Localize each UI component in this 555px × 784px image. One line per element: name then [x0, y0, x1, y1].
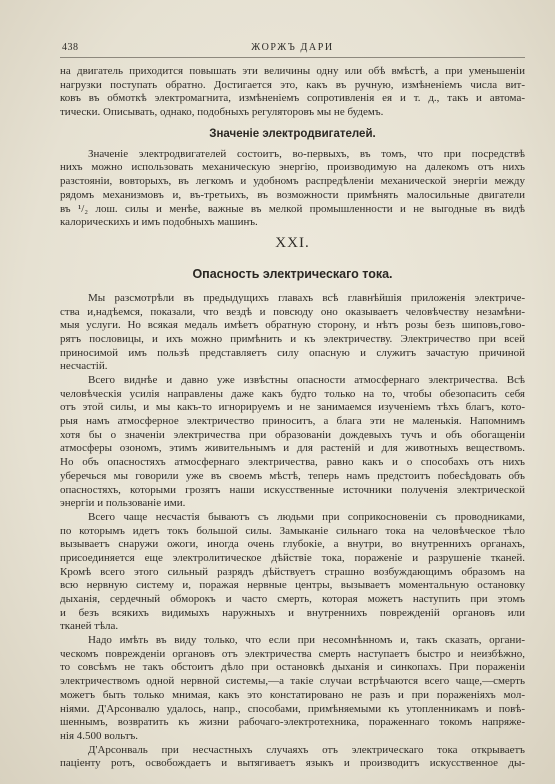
chapter-title: Опасность электрическаго тока. — [192, 266, 393, 281]
paragraph — [60, 634, 525, 744]
paragraph — [60, 292, 525, 374]
text-line: ковъ въ обмоткѣ электромагнита, измѣненіемъ сопротивленія ея и т. д., такъ и автома- — [60, 92, 525, 105]
paragraph — [60, 511, 525, 634]
text-line: вызываетъ снаружи ожоги, иногда очень глубокіе, а внутри, во внутреннихъ органахъ, — [60, 538, 525, 551]
text-line: можетъ быть только мнимая, какъ это констатировано не разъ и при пораженіяхъ мол- — [60, 688, 525, 701]
text-line: дыханія, сердечный обморокъ и часто смерть, которая можетъ наступить при этомъ — [60, 593, 525, 605]
text-line: Всего чаще несчастія бываютъ съ людьми при соприкосновеніи съ проводниками, — [88, 510, 525, 523]
text-line: разстояніи, вовторыхъ, въ легкомъ и удобномъ распредѣленіи механической энергіи между — [60, 175, 525, 188]
text-line: всю нервную систему и, поражая нервные центры, вызываетъ моментальную остановку — [60, 579, 525, 592]
text-line: Мы разсмотрѣли въ предыдущихъ главахъ всѣ главнѣйшія приложенія электриче- — [88, 291, 525, 304]
text-line: человѣческія усилія направлены даже какъ будто только на то, чтобы обезопасить себя — [60, 387, 525, 400]
text-line: нагрузки поступать обратно. Достигается это, какъ въ ручную, измѣненіемъ числа вит- — [60, 78, 525, 91]
text-column — [60, 40, 525, 771]
chapter-number: XXI. — [275, 234, 310, 251]
text-line: въ ¹/₂ лош. силы и менѣе, важные въ мелкой промышленности и не выгодные въ видѣ — [60, 202, 525, 215]
text-line: рятъ пословицы, и ихъ можно примѣнить и къ электричеству. Электричество при всей — [60, 332, 525, 345]
text-line: Значеніе электродвигателей состоитъ, во-первыхъ, въ томъ, что при посредствѣ — [88, 147, 525, 160]
paragraph-continued — [60, 65, 525, 120]
text-line: опасностяхъ, которыми грозятъ наши искусственные источники полученія электрической — [60, 483, 525, 496]
paragraph — [60, 148, 525, 230]
text-line: то совсѣмъ не такъ обстоитъ дѣло при остановкѣ дыханія и синкопахъ. При пораженіи — [60, 661, 525, 674]
page-number: 438 — [62, 42, 79, 53]
text-line: Д'Арсонваль при несчастныхъ случаяхъ отъ электрическаго тока открываетъ — [88, 743, 525, 756]
text-line: приносимой имъ пользѣ представляетъ силу опасную и служитъ зачастую причиной — [60, 346, 525, 359]
text-line: Надо имѣть въ виду только, что если при несомнѣнномъ и, такъ сказать, органи- — [88, 634, 525, 647]
text-line: уберечься мы говорили уже въ своемъ мѣстѣ, теперь намъ предстоитъ побесѣдовать объ — [60, 469, 525, 482]
paragraph — [60, 744, 525, 771]
text-line: шеннымъ, возвратить къ жизни рабочаго-электротехника, пораженнаго токомъ напряже- — [60, 716, 525, 729]
text-line: нія 4.500 вольтъ. — [60, 729, 139, 742]
section-heading: Значеніе электродвигателей. — [209, 127, 376, 140]
running-head — [60, 40, 525, 58]
text-line: атмосферы озономъ, этимъ живительнымъ и для растеній и для животныхъ веществомъ. — [60, 442, 525, 455]
text-line: паціенту ротъ, освобождаетъ и вытягиваетъ языкъ и производитъ искусственное ды- — [60, 757, 525, 770]
text-line: Всего виднѣе и давно уже извѣстны опасности атмосфернаго электричества. Всѣ — [88, 374, 525, 386]
text-line: ніями. Д'Арсонвалю удалось, напр., способами, примѣняемыми къ утопленникамъ и повѣ- — [60, 702, 525, 715]
text-line: тканей тѣла. — [60, 620, 119, 633]
text-line: нихъ можно использовать механическую энергію, производимую на далекомъ отъ нихъ — [60, 161, 525, 174]
text-line: и безъ всякихъ видимыхъ наружныхъ и внутреннихъ поврежденій органовъ или — [60, 606, 525, 619]
text-line: отъ этой силы, и мы какъ-то игнорируемъ и не занимаемся изученіемъ тѣхъ благъ, кото- — [60, 401, 525, 414]
text-line: хотя бы о значеніи электричества при образованіи дождевыхъ тучъ и объ обогащеніи — [60, 428, 525, 441]
text-line: рядомъ механизмовъ и, въ-третьихъ, въ возможности примѣнять малосильные двигатели — [60, 188, 525, 201]
text-line: Кромѣ всего этого сильный разрядъ дѣйствуетъ страшно возбуждающимъ образомъ на — [60, 565, 525, 578]
text-line: на двигатель приходится повышать эти величины одну или обѣ вмѣстѣ, а при уменьшеніи — [60, 65, 525, 77]
text-line: калорическихъ и имъ подобныхъ машинъ. — [60, 216, 258, 229]
text-line: ческомъ поврежденіи органовъ отъ электричества смерть наступаетъ быстро и неизбѣжно, — [60, 647, 525, 660]
text-line: энергіи и пользованіе ими. — [60, 497, 186, 510]
text-line: по которымъ идетъ токъ большой силы. Замыканіе сильнаго тока на человѣческое тѣло — [60, 524, 525, 537]
text-line: присоединяется еще электролитическое дѣйствіе тока, пораженіе и разрушеніе тканей. — [60, 551, 525, 564]
text-line: рыя намъ атмосферное электричество приноситъ, а блага эти не маленькія. Напомнимъ — [60, 415, 525, 428]
text-line: ства и,надѣемся, показали, что вездѣ и повсюду оно оказываетъ человѣчеству незамѣни- — [60, 305, 525, 318]
text-line: Но объ опасностяхъ атмосфернаго электричества, равно какъ и о способахъ отъ нихъ — [60, 456, 525, 469]
text-line: тически. Описывать, однако, подобныхъ регуляторовъ мы не будемъ. — [60, 106, 384, 119]
text-line: электричествомъ одной нервной системы,—а такіе случаи встрѣчаются всего чаще,—смерть — [60, 675, 525, 688]
text-line: мыя услуги. Но всякая медаль имѣетъ обратную сторону, и нѣтъ розы безъ шиповъ,гово- — [60, 319, 525, 332]
paragraph — [60, 374, 525, 511]
running-head-title: ЖОРЖЪ ДАРИ — [251, 42, 334, 53]
text-line: несчастій. — [60, 360, 108, 373]
